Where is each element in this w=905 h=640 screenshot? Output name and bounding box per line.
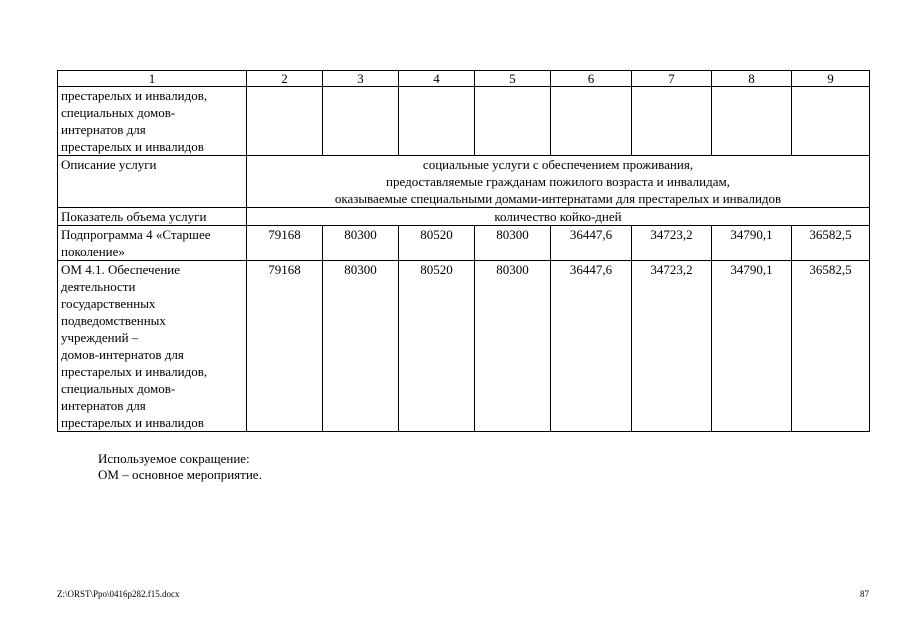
om-row — [58, 261, 870, 432]
value-cell: 36582,5 — [792, 226, 870, 261]
value-cell: 36447,6 — [551, 261, 632, 432]
continued-row — [58, 87, 870, 156]
program-table — [57, 70, 870, 432]
empty-cell — [399, 87, 475, 156]
value-cell: 36447,6 — [551, 226, 632, 261]
empty-cell — [323, 87, 399, 156]
notes-heading: Используемое сокращение: — [98, 451, 250, 466]
header-cell: 2 — [247, 71, 323, 87]
empty-cell — [475, 87, 551, 156]
notes-definition: ОМ – основное мероприятие. — [98, 467, 262, 482]
om-label: ОМ 4.1. Обеспечение деятельности государственных подведомственных учреждений – домов-интернатов для престарелых и инвалидов, специальных домов- интернатов для престарелых и инвалидов — [58, 261, 247, 432]
abbreviation-notes — [98, 451, 262, 483]
volume-value: количество койко-дней — [247, 208, 870, 226]
value-cell: 80300 — [323, 226, 399, 261]
subprogram-row — [58, 226, 870, 261]
value-cell: 80300 — [475, 226, 551, 261]
empty-cell — [551, 87, 632, 156]
header-cell: 7 — [632, 71, 712, 87]
empty-cell — [247, 87, 323, 156]
value-cell: 79168 — [247, 226, 323, 261]
value-cell: 80520 — [399, 261, 475, 432]
value-cell: 79168 — [247, 261, 323, 432]
header-cell: 3 — [323, 71, 399, 87]
description-label: Описание услуги — [58, 156, 247, 208]
description-value: социальные услуги с обеспечением проживания, предоставляемые гражданам пожилого возраста и инвалидам, оказываемые специальными домами-интернатами для престарелых и инвалидов — [247, 156, 870, 208]
continued-row-label: престарелых и инвалидов, специальных домов- интернатов для престарелых и инвалидов — [58, 87, 247, 156]
description-row — [58, 156, 870, 208]
header-cell: 5 — [475, 71, 551, 87]
header-cell: 6 — [551, 71, 632, 87]
header-cell: 9 — [792, 71, 870, 87]
footer-file-path: Z:\ORST\Ppo\0416p282.f15.docx — [57, 589, 180, 599]
empty-cell — [712, 87, 792, 156]
subprogram-label: Подпрограмма 4 «Старшее поколение» — [58, 226, 247, 261]
value-cell: 80300 — [323, 261, 399, 432]
header-cell: 1 — [58, 71, 247, 87]
value-cell: 34723,2 — [632, 226, 712, 261]
empty-cell — [792, 87, 870, 156]
value-cell: 34723,2 — [632, 261, 712, 432]
header-cell: 8 — [712, 71, 792, 87]
empty-cell — [632, 87, 712, 156]
page-number: 87 — [860, 589, 869, 599]
value-cell: 80300 — [475, 261, 551, 432]
value-cell: 34790,1 — [712, 226, 792, 261]
volume-row — [58, 208, 870, 226]
header-row — [58, 71, 870, 87]
volume-label: Показатель объема услуги — [58, 208, 247, 226]
value-cell: 80520 — [399, 226, 475, 261]
header-cell: 4 — [399, 71, 475, 87]
value-cell: 36582,5 — [792, 261, 870, 432]
value-cell: 34790,1 — [712, 261, 792, 432]
